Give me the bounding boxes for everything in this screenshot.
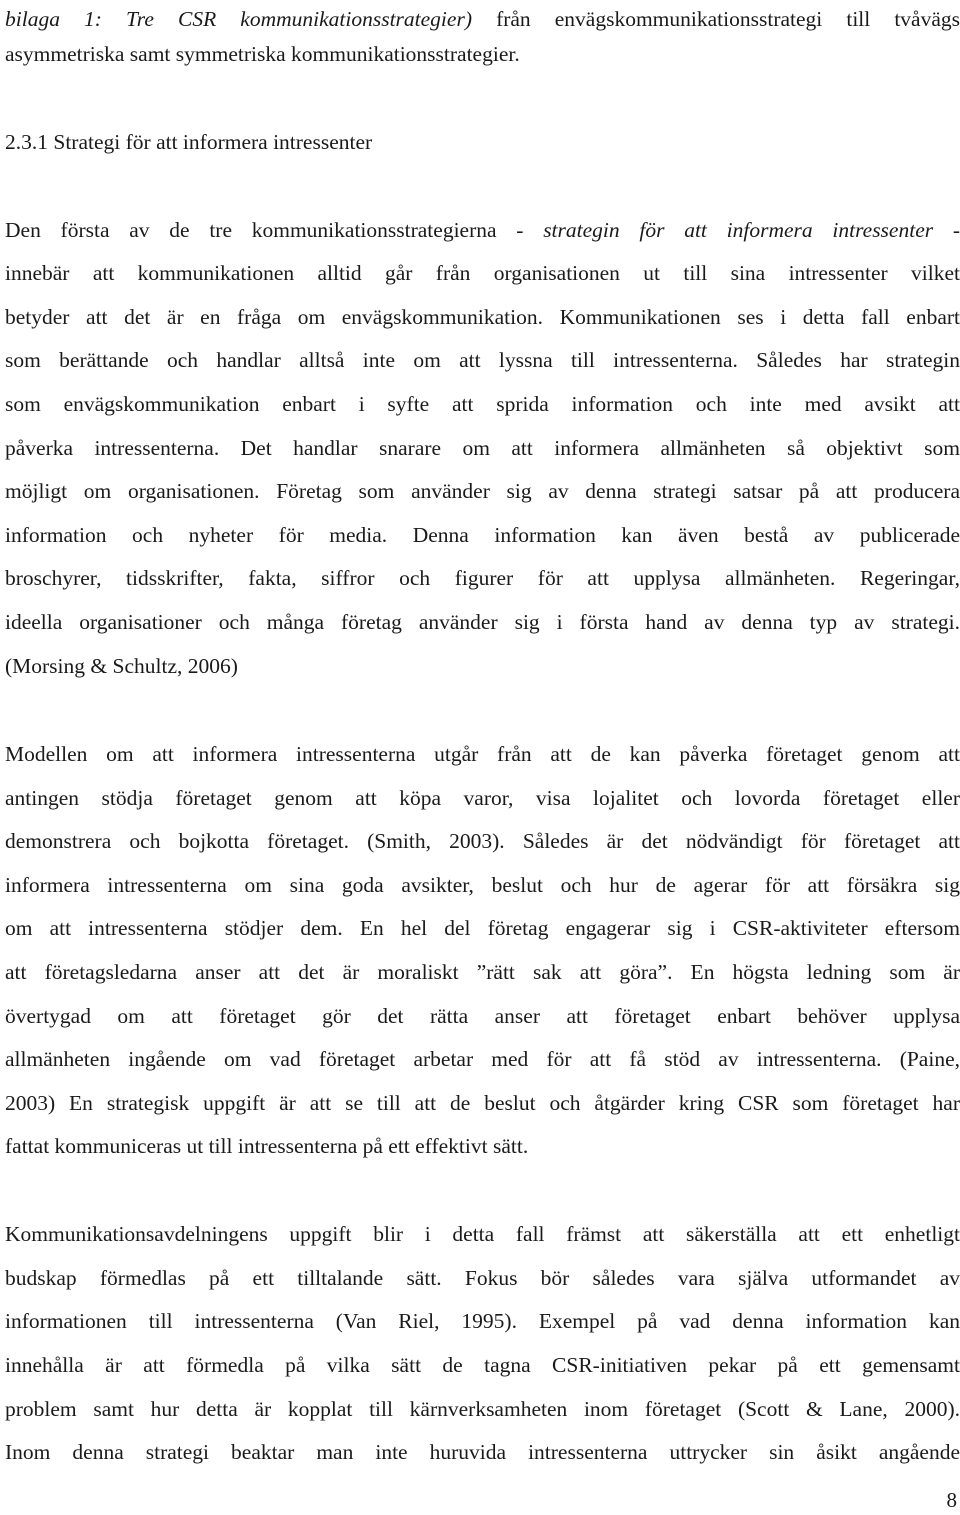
para2-line: allmänheten ingående om vad företaget arbetar med för att få stöd av intressenterna. (Paine,	[5, 1047, 960, 1071]
intro-line-1	[5, 5, 960, 33]
intro-line-2: asymmetriska samt symmetriska kommunikationsstrategier.	[5, 42, 520, 66]
intro-italic-text: bilaga 1: Tre CSR kommunikationsstrategier)	[5, 7, 472, 31]
para2-line: antingen stödja företaget genom att köpa varor, visa lojalitet och lovorda företaget eller	[5, 786, 960, 810]
para3-line: informationen till intressenterna (Van Riel, 1995). Exempel på vad denna information kan	[5, 1309, 960, 1333]
para1-italic-text: strategin för att informera intressenter	[543, 218, 934, 242]
para3-line: problem samt hur detta är kopplat till kärnverksamheten inom företaget (Scott & Lane, 2000).	[5, 1397, 960, 1421]
para2-line: Modellen om att informera intressenterna utgår från att de kan påverka företaget genom att	[5, 742, 960, 766]
para1-line: påverka intressenterna. Det handlar snarare om att informera allmänheten så objektivt som	[5, 436, 960, 460]
para2-line: att företagsledarna anser att det är moraliskt ”rätt sak att göra”. En högsta ledning som är	[5, 960, 960, 984]
para2-line: övertygad om att företaget gör det rätta anser att företaget enbart behöver upplysa	[5, 1004, 960, 1028]
para1-line: möjligt om organisationen. Företag som använder sig av denna strategi satsar på att producera	[5, 479, 960, 503]
para1-text-b: -	[933, 218, 960, 242]
para1-line: som envägskommunikation enbart i syfte att sprida information och inte med avsikt att	[5, 392, 960, 416]
para1-text-a: Den första av de tre kommunikationsstrategierna -	[5, 218, 544, 242]
para1-line: innebär att kommunikationen alltid går från organisationen ut till sina intressenter vilket	[5, 261, 960, 285]
para2-line: demonstrera och bojkotta företaget. (Smith, 2003). Således är det nödvändigt för företaget att	[5, 829, 960, 853]
para1-line: som berättande och handlar alltså inte om att lyssna till intressenterna. Således har strategin	[5, 348, 960, 372]
section-heading: 2.3.1 Strategi för att informera intressenter	[5, 130, 373, 154]
para1-line: ideella organisationer och många företag använder sig i första hand av denna typ av strategi.	[5, 610, 960, 634]
para3-line: Inom denna strategi beaktar man inte huruvida intressenterna uttrycker sin åsikt angående	[5, 1440, 960, 1464]
para3-line: Kommunikationsavdelningens uppgift blir i detta fall främst att säkerställa att ett enhetligt	[5, 1222, 960, 1246]
para2-line: informera intressenterna om sina goda avsikter, beslut och hur de agerar för att försäkra sig	[5, 873, 960, 897]
para2-line: om att intressenterna stödjer dem. En hel del företag engagerar sig i CSR-aktiviteter eftersom	[5, 916, 960, 940]
para1-line: information och nyheter för media. Denna information kan även bestå av publicerade	[5, 523, 960, 547]
para1-line-1	[5, 216, 960, 244]
para1-line: (Morsing & Schultz, 2006)	[5, 654, 238, 678]
para2-line: 2003) En strategisk uppgift är att se till att de beslut och åtgärder kring CSR som företaget har	[5, 1091, 960, 1115]
para1-line: broschyrer, tidsskrifter, fakta, siffror och figurer för att upplysa allmänheten. Regeringar,	[5, 566, 960, 590]
page-number: 8	[946, 1488, 957, 1512]
para1-line: betyder att det är en fråga om envägskommunikation. Kommunikationen ses i detta fall enbart	[5, 305, 960, 329]
para3-line: budskap förmedlas på ett tilltalande sätt. Fokus bör således vara själva utformandet av	[5, 1266, 960, 1290]
para3-line: innehålla är att förmedla på vilka sätt de tagna CSR-initiativen pekar på ett gemensamt	[5, 1353, 960, 1377]
para2-line: fattat kommuniceras ut till intressenterna på ett effektivt sätt.	[5, 1134, 529, 1158]
intro-text: från envägskommunikationsstrategi till tvåvägs	[471, 7, 960, 31]
